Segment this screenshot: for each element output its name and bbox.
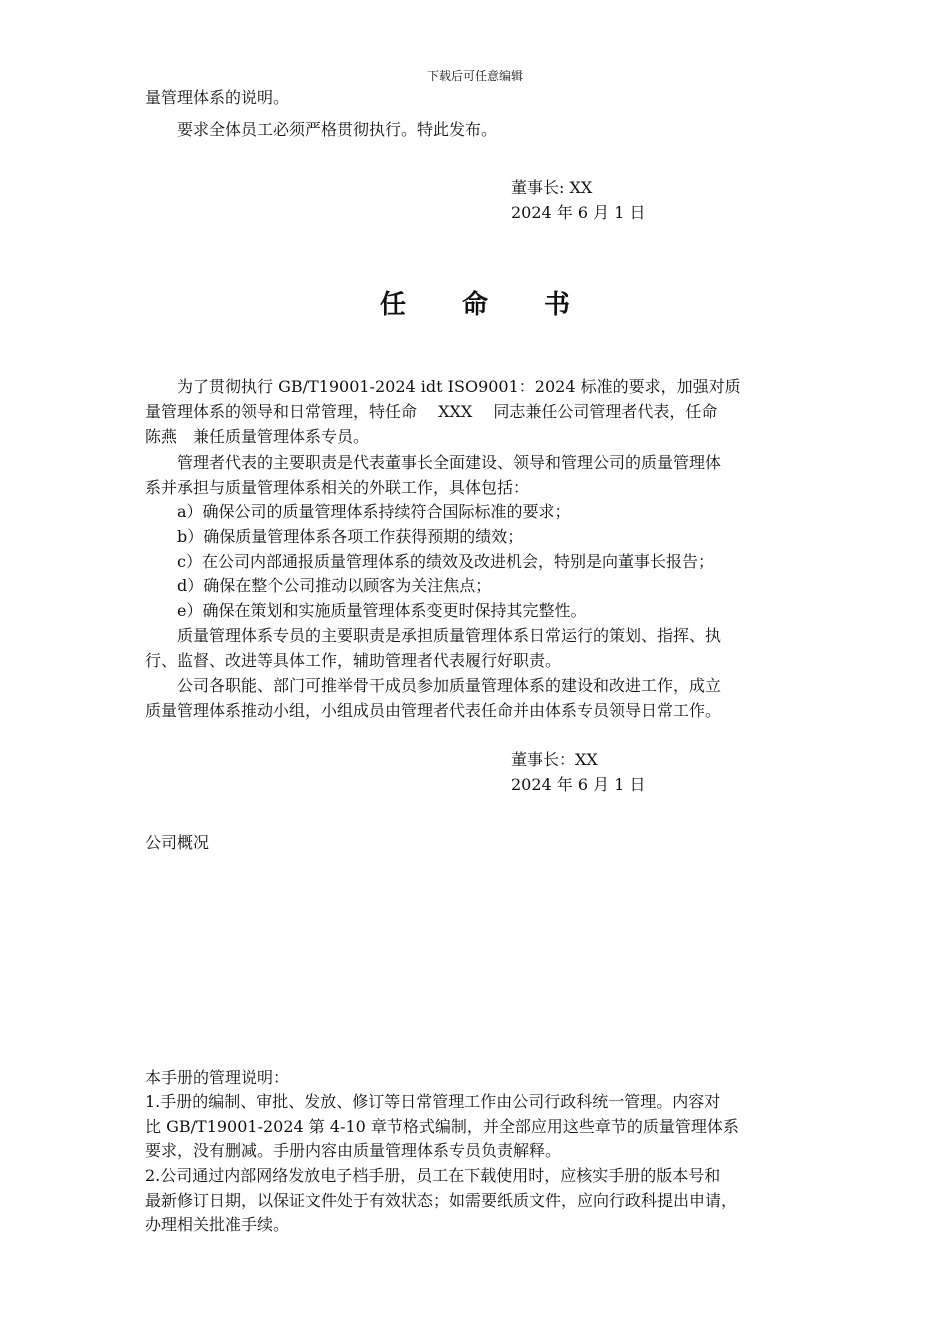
duty-item-a: a）确保公司的质量管理体系持续符合国际标准的要求； (177, 502, 571, 521)
title-char: 书 (544, 290, 571, 320)
p1-line: 量管理体系的领导和日常管理，特任命 XXX 同志兼任公司管理者代表，任命 (145, 402, 718, 421)
top-line-2: 要求全体员工必须严格贯彻执行。特此发布。 (177, 120, 498, 139)
p1-line: 陈燕 兼任质量管理体系专员。 (145, 427, 370, 446)
manual-line: 1.手册的编制、审批、发放、修订等日常管理工作由公司行政科统一管理。内容对 (145, 1092, 721, 1111)
appointment-signer: 董事长：XX (511, 750, 598, 769)
p4-line: 质量管理体系推动小组，小组成员由管理者代表任命并由体系专员领导日常工作。 (145, 701, 722, 720)
duty-item-b: b）确保质量管理体系各项工作获得预期的绩效； (177, 527, 524, 546)
top-signer: 董事长: XX (511, 178, 593, 197)
header-note: 下载后可任意编辑 (426, 69, 523, 83)
overview-heading: 公司概况 (145, 833, 210, 852)
p2-line: 系并承担与质量管理体系相关的外联工作，具体包括： (145, 478, 530, 497)
appointment-date: 2024 年 6 月 1 日 (511, 775, 646, 794)
manual-line: 最新修订日期，以保证文件处于有效状态；如需要纸质文件，应向行政科提出申请， (145, 1191, 738, 1210)
manual-heading: 本手册的管理说明： (145, 1068, 290, 1087)
appointment-title (0, 284, 950, 321)
title-char: 命 (461, 290, 488, 320)
p1-line: 为了贯彻执行 GB/T19001-2024 idt ISO9001：2024 标准的要求，加强对质 (177, 377, 741, 396)
p3-line: 质量管理体系专员的主要职责是承担质量管理体系日常运行的策划、指挥、执 (177, 626, 722, 645)
manual-line: 比 GB/T19001-2024 第 4-10 章节格式编制，并全部应用这些章节的质量管理体系 (145, 1117, 739, 1136)
top-date: 2024 年 6 月 1 日 (511, 203, 646, 222)
p4-line: 公司各职能、部门可推举骨干成员参加质量管理体系的建设和改进工作，成立 (177, 676, 722, 695)
p3-line: 行、监督、改进等具体工作，辅助管理者代表履行好职责。 (145, 651, 562, 670)
manual-line: 办理相关批准手续。 (145, 1215, 290, 1234)
duty-item-d: d）确保在整个公司推动以顾客为关注焦点； (177, 576, 492, 595)
top-line-1: 量管理体系的说明。 (145, 88, 290, 107)
duty-item-c: c）在公司内部通报质量管理体系的绩效及改进机会，特别是向董事长报告； (177, 552, 714, 571)
p2-line: 管理者代表的主要职责是代表董事长全面建设、领导和管理公司的质量管理体 (177, 453, 722, 472)
manual-line: 2.公司通过内部网络发放电子档手册，员工在下载使用时，应核实手册的版本号和 (145, 1166, 721, 1185)
manual-line: 要求，没有删减。手册内容由质量管理体系专员负责解释。 (145, 1141, 562, 1160)
duty-item-e: e）确保在策划和实施质量管理体系变更时保持其完整性。 (177, 601, 587, 620)
title-char: 任 (379, 290, 406, 320)
